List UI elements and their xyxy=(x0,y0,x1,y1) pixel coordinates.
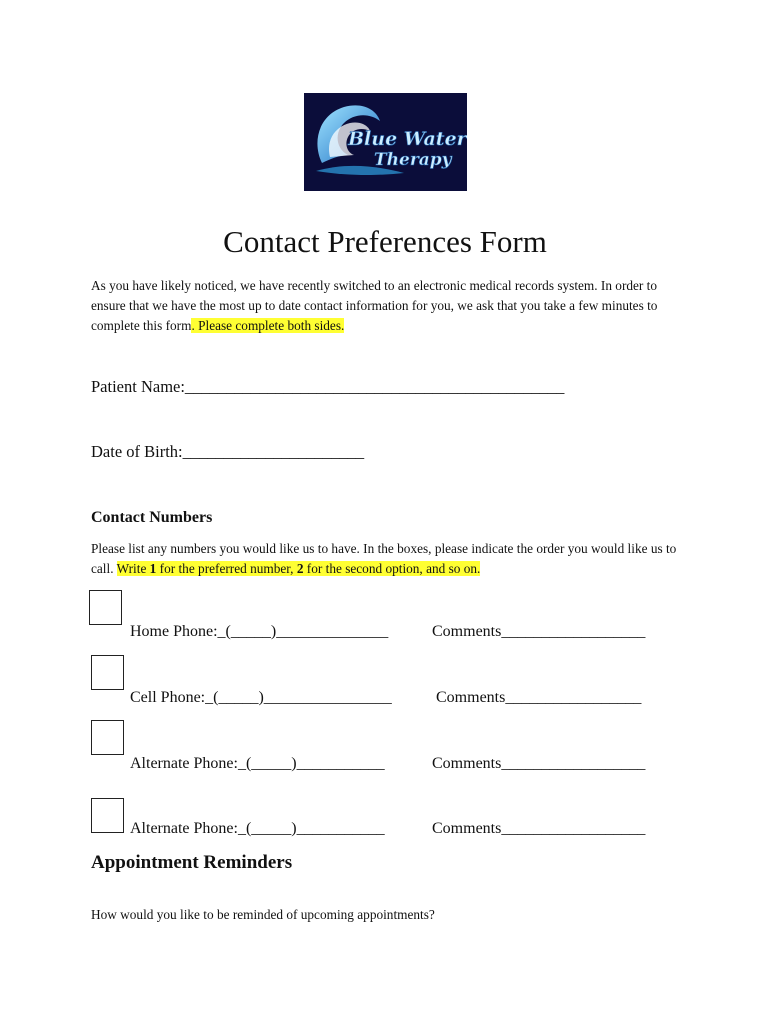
cell-phone-comments-field[interactable]: Comments_________________ xyxy=(436,689,642,706)
page-title: Contact Preferences Form xyxy=(223,224,547,259)
wave-logo-icon xyxy=(304,93,467,191)
clinic-logo xyxy=(304,93,467,191)
alternate-phone-2-field[interactable]: Alternate Phone:_(_____)___________ xyxy=(130,820,385,837)
contact-numbers-heading: Contact Numbers xyxy=(91,509,213,526)
home-phone-order-box[interactable] xyxy=(89,590,122,625)
alternate-phone-2-order-box[interactable] xyxy=(91,798,124,833)
logo-text-line1: Blue Water xyxy=(348,128,467,150)
cell-phone-field[interactable]: Cell Phone:_(_____)________________ xyxy=(130,689,392,706)
contact-numbers-instructions xyxy=(91,539,691,579)
instructions-highlight: Write 1 for the preferred number, 2 for the second option, and so on. xyxy=(116,561,481,576)
date-of-birth-field[interactable]: Date of Birth:______________________ xyxy=(91,442,365,461)
patient-name-field[interactable]: Patient Name:______________________________________________ xyxy=(91,377,565,396)
intro-paragraph xyxy=(91,276,691,336)
cell-phone-order-box[interactable] xyxy=(91,655,124,690)
appointment-reminders-heading: Appointment Reminders xyxy=(91,852,293,873)
alternate-phone-2-comments-field[interactable]: Comments__________________ xyxy=(432,820,646,837)
home-phone-field[interactable]: Home Phone:_(_____)______________ xyxy=(130,623,389,640)
intro-highlight: . Please complete both sides. xyxy=(191,318,345,333)
alternate-phone-order-box[interactable] xyxy=(91,720,124,755)
intro-text: As you have likely noticed, we have recently switched to an electronic medical records system. In order to ensure that we have the most up to date contact information for you, we ask that you take a few minutes to complete this form xyxy=(91,278,658,333)
logo-text-line2: Therapy xyxy=(374,150,452,170)
instructions-text: Please list any numbers you would like us to have. In the boxes, please indicate the order you would like us to call. xyxy=(91,541,677,576)
alternate-phone-field[interactable]: Alternate Phone:_(_____)___________ xyxy=(130,755,385,772)
alternate-phone-comments-field[interactable]: Comments__________________ xyxy=(432,755,646,772)
home-phone-comments-field[interactable]: Comments__________________ xyxy=(432,623,646,640)
reminder-question: How would you like to be reminded of upcoming appointments? xyxy=(91,907,435,922)
